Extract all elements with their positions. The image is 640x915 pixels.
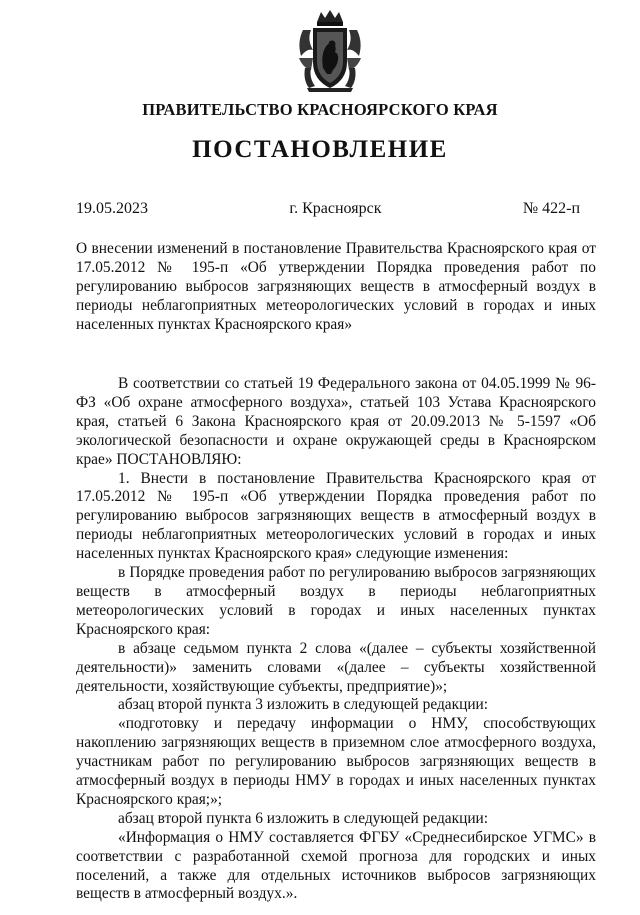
paragraph: «подготовку и передачу информации о НМУ, способствующих накоплению загрязняющих веществ в приземном слое атмосферного воздуха, участникам работ по регулированию выбросов загрязняющих веществ в атмосферный воздух в периоды НМУ в городах и иных населенных пунктах Красноярского края;»;: [76, 715, 596, 808]
document-city: г. Красноярск: [289, 200, 382, 217]
coat-of-arms-icon: [295, 8, 365, 92]
paragraph: абзац второй пункта 6 изложить в следующей редакции:: [118, 809, 489, 827]
paragraph: в абзаце седьмом пункта 2 слова «(далее – субъекты хозяйственной деятельности)» заменить словами «(далее – субъекты хозяйственной деятельности, хозяйствующие субъекты, предприятие)»;: [76, 639, 596, 695]
document-meta: [76, 200, 596, 218]
government-name: ПРАВИТЕЛЬСТВО КРАСНОЯРСКОГО КРАЯ: [142, 100, 498, 119]
paragraph: «Информация о НМУ составляется ФГБУ «Среднесибирское УГМС» в соответствии с разработанной схемой прогноза для городских и иных поселений, а также для отдельных источников выбросов загрязняющих веществ в атмосферный воздух.».: [76, 828, 596, 903]
document-type: ПОСТАНОВЛЕНИЕ: [192, 136, 448, 163]
paragraph: В соответствии со статьей 19 Федерального закона от 04.05.1999 № 96-ФЗ «Об охране атмосферного воздуха», статьей 103 Устава Красноярского края, статьей 6 Закона Красноярского края от 20.09.2013 № 5-1597 «Об экологической безопасности и охране окружающей среды в Красноярском крае» ПОСТАНОВЛЯЮ:: [76, 375, 596, 468]
document-number: № 422-п: [522, 200, 580, 217]
document-body: [76, 375, 596, 904]
coat-of-arms-emblem: [295, 8, 365, 92]
paragraph: абзац второй пункта 3 изложить в следующей редакции:: [118, 696, 489, 714]
document-subject: О внесении изменений в постановление Правительства Красноярского края от 17.05.2012 № 195-п «Об утверждении Порядка проведения работ по регулированию выбросов загрязняющих веществ в атмосферный воздух в периоды неблагоприятных метеорологических условий в городах и иных населенных пунктах Красноярского края»: [76, 240, 596, 333]
paragraph: в Порядке проведения работ по регулированию выбросов загрязняющих веществ в атмосферный воздух в периоды неблагоприятных метеорологических условий в городах и иных населенных пунктах Красноярского края:: [76, 564, 596, 638]
document-date: 19.05.2023: [76, 200, 148, 217]
paragraph: 1. Внести в постановление Правительства Красноярского края от 17.05.2012 № 195-п «Об утверждении Порядка проведения работ по регулированию выбросов загрязняющих веществ в атмосферный воздух в периоды неблагоприятных метеорологических условий в городах и иных населенных пунктах Красноярского края» следующие изменения:: [76, 469, 596, 563]
